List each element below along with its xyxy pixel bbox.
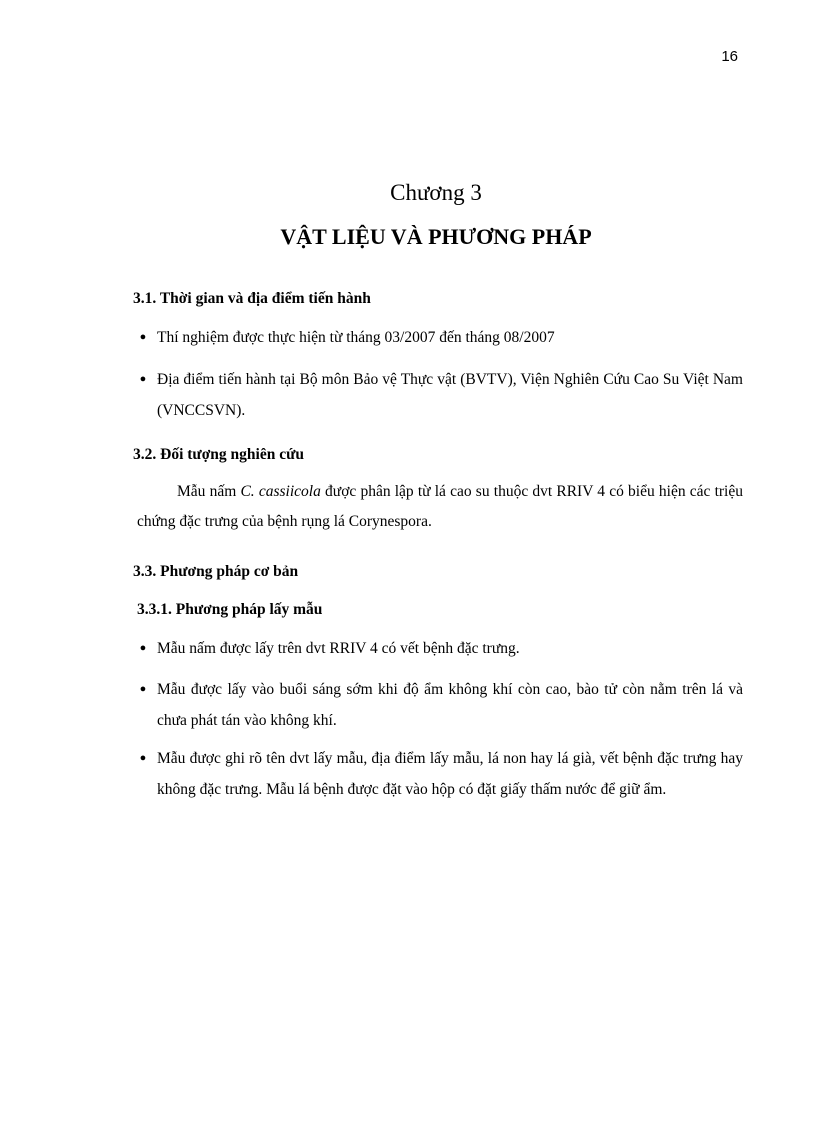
section-heading-3-2: 3.2. Đối tượng nghiên cứu — [133, 446, 305, 463]
bullet-icon: ● — [139, 642, 147, 654]
list-item-text: Mẫu nấm được lấy trên dvt RRIV 4 có vết bệnh đặc trưng. — [157, 640, 520, 657]
bullet-icon: ● — [139, 683, 147, 695]
paragraph-text-end: được phân lập từ lá cao su thuộc dvt RRIV 4 có biểu hiện các triệu chứng đặc trưng của bệnh rụng lá Corynespora. — [137, 483, 743, 530]
page-number: 16 — [721, 48, 738, 65]
list-item — [137, 322, 743, 353]
list-item-text: Thí nghiệm được thực hiện từ tháng 03/2007 đến tháng 08/2007 — [157, 329, 555, 346]
list-item-text: Mẫu được lấy vào buổi sáng sớm khi độ ẩm không khí còn cao, bào tử còn nằm trên lá và chưa phát tán vào không khí. — [157, 681, 743, 729]
list-item — [137, 674, 743, 736]
chapter-label: Chương 3 — [390, 180, 482, 205]
list-item-text: Mẫu được ghi rõ tên dvt lấy mẫu, địa điểm lấy mẫu, lá non hay lá già, vết bệnh đặc trưng hay không đặc trưng. Mẫu lá bệnh được đặt vào hộp có đặt giấy thấm nước để giữ ẩm. — [157, 750, 743, 798]
subsection-heading-3-3-1: 3.3.1. Phương pháp lấy mẫu — [137, 601, 323, 618]
species-name: C. cassiicola — [240, 483, 321, 500]
body-paragraph — [137, 477, 743, 537]
list-item — [137, 364, 743, 426]
bullet-icon: ● — [139, 752, 147, 764]
bullet-icon: ● — [139, 373, 147, 385]
list-item — [137, 743, 743, 805]
list-item-text: Địa điểm tiến hành tại Bộ môn Bảo vệ Thực vật (BVTV), Viện Nghiên Cứu Cao Su Việt Nam (VNCCSVN). — [157, 371, 743, 419]
chapter-title: VẬT LIỆU VÀ PHƯƠNG PHÁP — [280, 224, 592, 249]
list-item — [137, 633, 743, 664]
paragraph-text-start: Mẫu nấm — [177, 483, 241, 500]
bullet-icon: ● — [139, 331, 147, 343]
section-heading-3-3: 3.3. Phương pháp cơ bản — [133, 563, 299, 580]
section-heading-3-1: 3.1. Thời gian và địa điểm tiến hành — [133, 290, 371, 307]
